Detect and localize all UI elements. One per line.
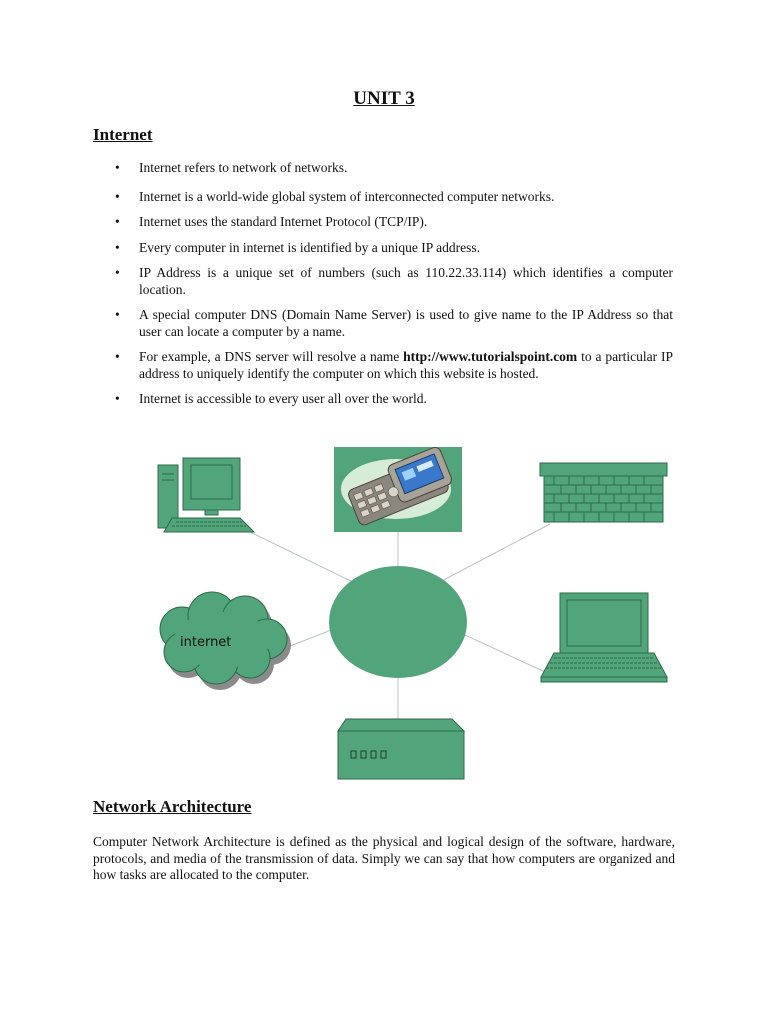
list-item <box>93 349 673 382</box>
list-item <box>93 189 673 206</box>
bullet-icon: • <box>115 239 120 255</box>
unit-title: UNIT 3 <box>353 88 415 109</box>
list-item <box>93 391 673 408</box>
list-item <box>93 240 673 257</box>
bullet-text: IP Address is a unique set of numbers (such as 110.22.33.114) which identifies a computer location. <box>139 265 673 297</box>
network-architecture-heading: Network Architecture <box>93 797 252 816</box>
mobile-phone-icon <box>334 446 462 532</box>
bullet-icon: • <box>115 391 120 406</box>
firewall-icon <box>540 463 667 522</box>
bullet-icon: • <box>115 188 120 204</box>
bullet-icon: • <box>115 307 120 322</box>
bullet-text: Internet is a world-wide global system of interconnected computer networks. <box>139 188 555 204</box>
server-box-icon <box>338 719 464 779</box>
dns-example-url: http://www.tutorialspoint.com <box>403 349 578 364</box>
internet-network-diagram <box>150 444 680 784</box>
internet-bullet-list <box>93 160 673 408</box>
bullet-text: For example, a DNS server will resolve a name http://www.tutorialspoint.com to a particular IP address to uniquely identify the computer on which this website is hosted. <box>139 349 674 381</box>
network-architecture-paragraph: Computer Network Architecture is defined as the physical and logical design of the software, hardware, protocols, and media of the transmission of data. Simply we can say that how computers are organized and how tasks are allocated to the computer. <box>93 834 675 883</box>
bullet-icon: • <box>115 349 120 364</box>
bullet-icon: • <box>115 214 120 229</box>
cloud-label: internet <box>180 635 232 650</box>
bullet-icon: • <box>115 160 120 175</box>
laptop-icon <box>541 593 667 682</box>
bullet-text: Internet refers to network of networks. <box>139 160 348 175</box>
list-item <box>93 214 673 231</box>
bullet-icon: • <box>115 265 120 280</box>
list-item <box>93 307 673 340</box>
bullet-text: Internet is accessible to every user all over the world. <box>139 391 427 406</box>
network-hub-circle <box>329 566 467 678</box>
list-item <box>93 160 673 177</box>
internet-cloud-icon <box>160 592 291 690</box>
desktop-computer-icon <box>158 458 254 532</box>
list-item <box>93 265 673 298</box>
bullet-text: Every computer in internet is identified by a unique IP address. <box>139 239 481 255</box>
bullet-text: A special computer DNS (Domain Name Server) is used to give name to the IP Address so that user can locate a computer by a name. <box>139 307 673 339</box>
bullet-text: Internet uses the standard Internet Protocol (TCP/IP). <box>139 214 428 229</box>
internet-heading: Internet <box>93 125 153 144</box>
